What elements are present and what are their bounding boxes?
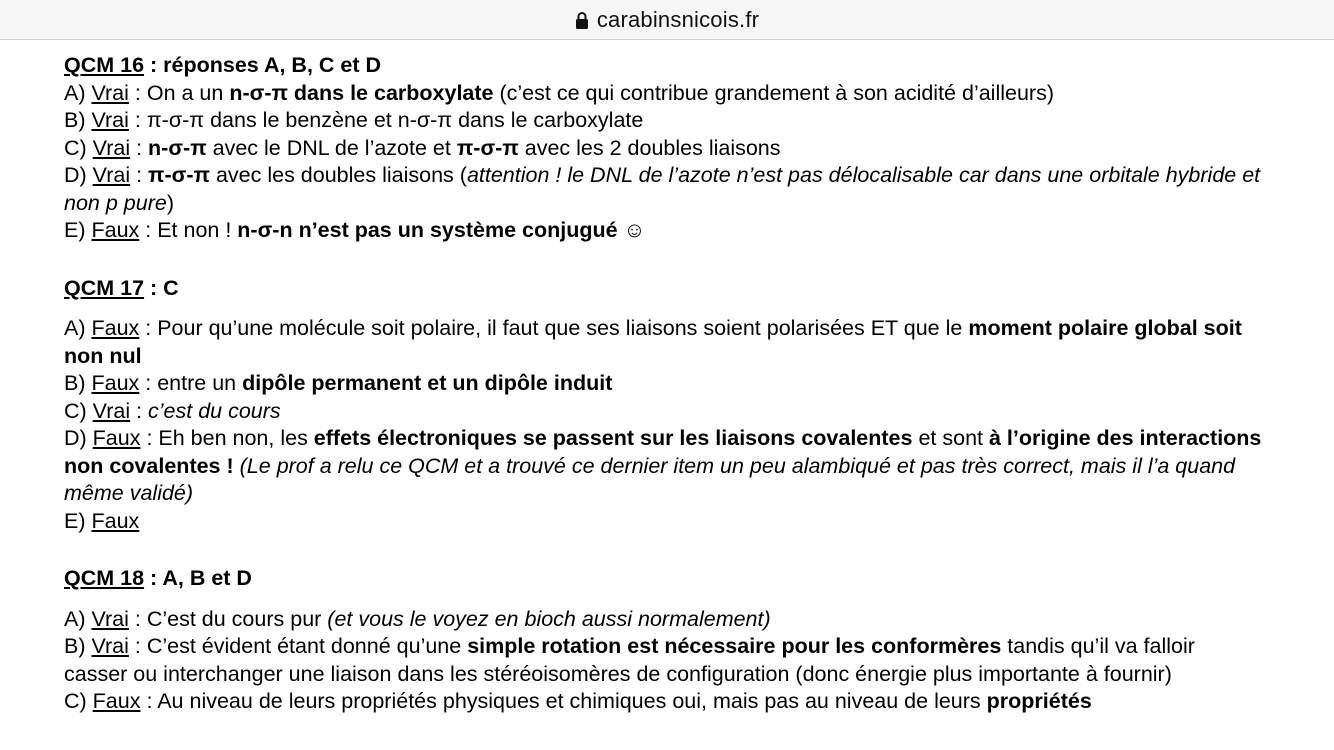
lock-icon [575, 11, 589, 29]
document-body [64, 52, 1264, 716]
qcm-17-item-a: A) Faux : Pour qu’une molécule soit polaire, il faut que ses liaisons soient polarisées ET que le moment polaire global soit non nul [64, 316, 1242, 368]
qcm-16-item-b: B) Vrai : π-σ-π dans le benzène et n-σ-π dans le carboxylate [64, 108, 644, 132]
qcm-17-item-b: B) Faux : entre un dipôle permanent et un dipôle induit [64, 371, 613, 395]
address-bar[interactable] [0, 0, 1334, 40]
qcm-16-item-e: E) Faux : Et non ! n-σ-n n’est pas un système conjugué ☺ [64, 218, 646, 242]
url-text[interactable]: carabinsnicois.fr [596, 6, 760, 32]
qcm-17-item-c: C) Vrai : c’est du cours [64, 398, 281, 423]
qcm-18-item-c: C) Faux : Au niveau de leurs propriétés physiques et chimiques oui, mais pas au niveau de leurs propriétés [64, 689, 1092, 713]
qcm-17-heading: QCM 17 : C [64, 275, 179, 300]
qcm-17-item-e: E) Faux [64, 508, 140, 533]
qcm-16-item-a: A) Vrai : On a un n-σ-π dans le carboxylate (c’est ce qui contribue grandement à son acidité d’ailleurs) [64, 80, 1054, 105]
qcm-17-item-d: D) Faux : Eh ben non, les effets électroniques se passent sur les liaisons covalentes et sont à l’origine des interactions non covalentes ! (Le prof a relu ce QCM et a trouvé ce dernier item un peu alambiqué et pas très correct, mais il l’a quand même validé) [64, 426, 1262, 505]
qcm-16-heading: QCM 16 : réponses A, B, C et D [64, 53, 382, 77]
qcm-16-item-d: D) Vrai : π-σ-π avec les doubles liaisons (attention ! le DNL de l’azote n’est pas délocalisable car dans une orbitale hybride et non p pure) [64, 163, 1261, 215]
qcm-18-item-b: B) Vrai : C’est évident étant donné qu’une simple rotation est nécessaire pour les conformères tandis qu’il va falloir casser ou interchanger une liaison dans les stéréoisomères de configuration (donc énergie plus importante à fournir) [64, 634, 1195, 686]
qcm-16-item-c: C) Vrai : n-σ-π avec le DNL de l’azote et π-σ-π avec les 2 doubles liaisons [64, 135, 781, 160]
qcm-18-heading: QCM 18 : A, B et D [64, 566, 252, 590]
qcm-18-item-a: A) Vrai : C’est du cours pur (et vous le voyez en bioch aussi normalement) [64, 606, 771, 631]
smiley-icon: ☺ [617, 218, 646, 242]
